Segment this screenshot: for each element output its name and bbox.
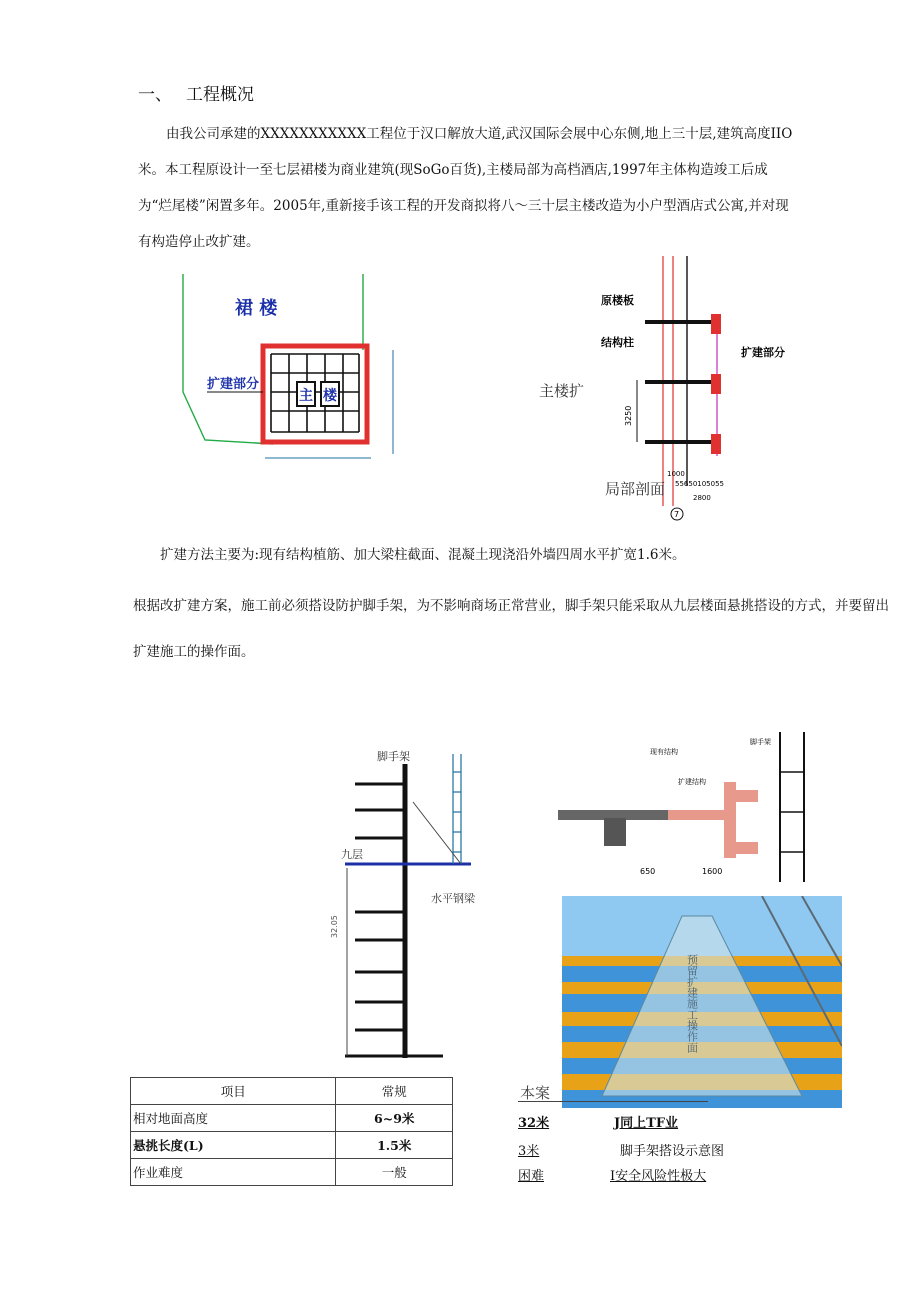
section-heading [138,80,254,105]
existing-label: 现有结构 [650,748,678,756]
expansion-label: 扩建部分 [207,377,260,392]
detail-scaffold-label: 脚手架 [750,738,771,746]
floor9-label: 九层 [341,848,363,861]
expanded-label: 扩建结构 [678,778,706,786]
main-char-2: 楼 [323,388,337,404]
table-cell: 悬挑长度(L) [131,1132,336,1159]
table-cell: 一般 [336,1159,453,1186]
cantilever-detail-figure [558,732,810,882]
right-col-header: 本案 [520,1084,551,1102]
table-cell: 1.5米 [336,1132,453,1159]
column-label: 结构柱 [601,336,634,349]
height-dim: 3250 [624,405,633,426]
orig-slab-label: 原楼板 [601,294,634,307]
table-cell: 作业难度 [131,1159,336,1186]
main-char-1: 主 [299,388,313,404]
method-paragraph: 扩建方法主要为:现有结构植筋、加大梁柱截面、混凝土现浇沿外墙四周水平扩宽1.6米。 [160,547,686,563]
floor-plan-figure [175,272,415,472]
right-row-1-a: 32米 [518,1116,550,1131]
beam-label: 水平钢梁 [431,892,475,905]
podium-label: 裙 楼 [235,298,278,319]
table-header: 项目 [131,1078,336,1105]
right-row-3-a: 困难 [518,1169,545,1184]
comparison-table [130,1077,453,1186]
section-expansion-label: 扩建部分 [741,346,785,359]
partial-section-figure [535,256,795,524]
workspace-render-figure [562,896,842,1108]
dim-1: 1000 [667,470,685,478]
partial-section-label: 局部剖面 [605,480,666,498]
right-row-2-b: 脚手架搭设示意图 [620,1144,725,1159]
section-number: 一、 [138,85,172,105]
scaffold-elevation-figure [325,742,505,1062]
dim-2: 55650105055 [675,480,724,488]
table-header: 常规 [336,1078,453,1105]
table-row [131,1159,453,1186]
table-cell: 相对地面高度 [131,1105,336,1132]
scaffold-label: 脚手架 [377,750,410,763]
height-label: 32.05 [330,915,339,938]
section-title: 工程概况 [186,85,254,105]
right-row-2-a: 3米 [518,1144,540,1159]
main-building-label: 主楼扩 [539,382,585,400]
table-header-row [131,1078,453,1105]
render-label: 预留扩建施工操作面 [685,954,699,1053]
right-col-divider [518,1101,708,1102]
table-row [131,1105,453,1132]
table-cell: 6~9米 [336,1105,453,1132]
plan-paragraph: 根据改扩建方案，施工前必须搭设防护脚手架，为不影响商场正常营业，脚手架只能采取从九层楼面悬挑搭设的方式，并要留出扩建施工的操作面。 [133,598,889,660]
section-marker: 7 [674,510,680,519]
detail-dim-1: 650 [640,867,656,876]
table-row [131,1132,453,1159]
intro-paragraph: 由我公司承建的XXXXXXXXXXX工程位于汉口解放大道,武汉国际会展中心东侧,地上三十层,建筑高度IIO米。本工程原设计一至七层裙楼为商业建筑(现SoGo百货),主楼局部为高档酒店,1997年主体构造竣工后成为“烂尾楼”闲置多年。2005年,重新接手该工程的开发商拟将八～三十层主楼改造为小户型酒店式公寓,并对现有构造停止改扩建。 [138,126,793,250]
detail-dim-2: 1600 [702,867,723,876]
right-row-3-b: I安全风险性极大 [610,1169,707,1184]
right-row-1-b: J同上TF业 [614,1116,679,1131]
dim-total: 2800 [693,494,711,502]
